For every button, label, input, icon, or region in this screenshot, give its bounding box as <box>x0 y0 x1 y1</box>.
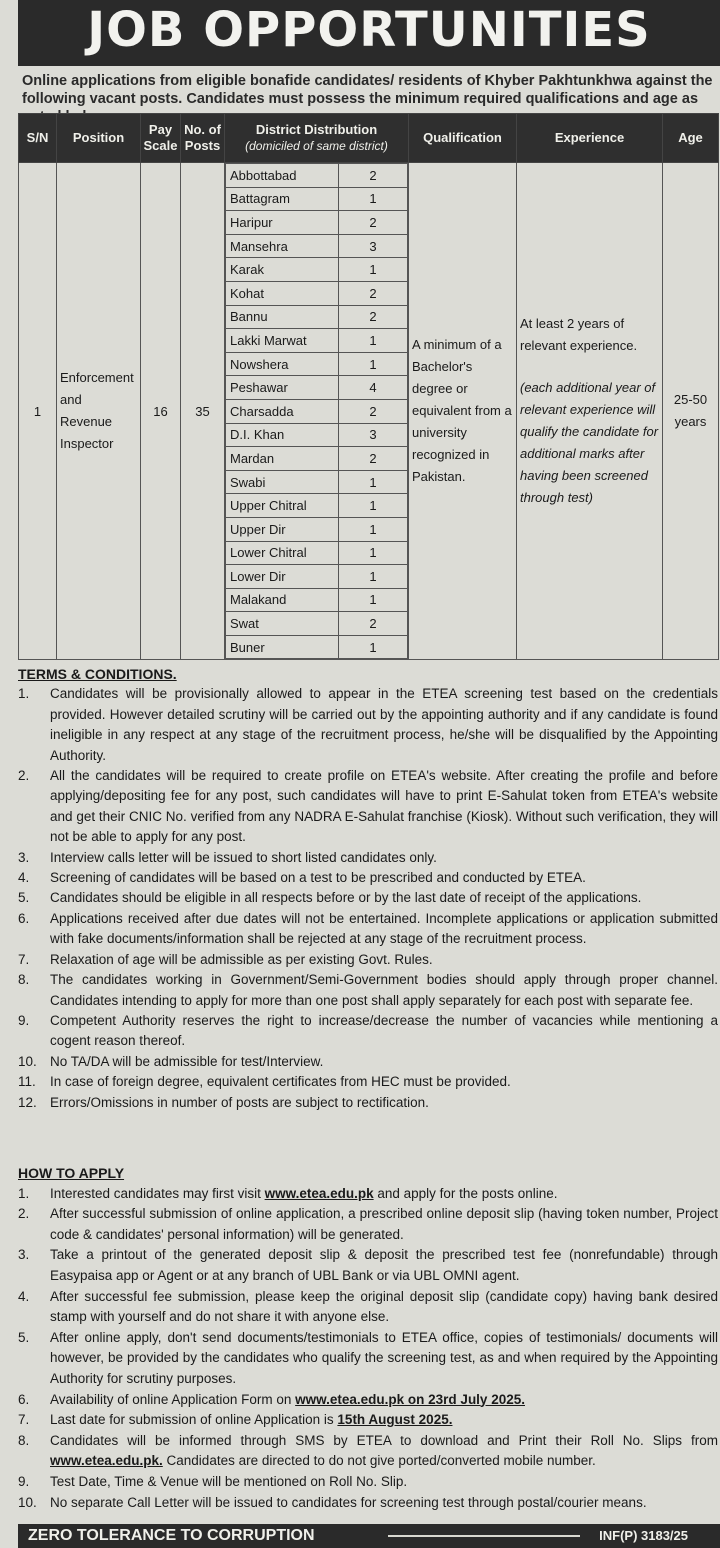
district-count: 2 <box>339 305 408 329</box>
experience-note: (each additional year of relevant experience will qualify the candidate for additional marks after having been screened through test) <box>520 380 659 506</box>
item-number: 11. <box>18 1074 36 1090</box>
district-row <box>226 305 408 329</box>
item-number: 6. <box>18 910 30 926</box>
header-posts: No. of Posts <box>181 114 225 163</box>
district-table <box>225 163 408 659</box>
item-number: 6. <box>18 1391 30 1407</box>
list-item <box>18 1431 718 1472</box>
district-count: 2 <box>339 612 408 636</box>
item-number: 5. <box>18 890 30 906</box>
district-count: 3 <box>339 234 408 258</box>
district-name: Mardan <box>226 447 339 471</box>
item-number: 9. <box>18 1473 30 1489</box>
item-number: 10. <box>18 1494 37 1510</box>
list-item <box>18 970 718 1011</box>
district-count: 1 <box>339 329 408 353</box>
item-text-bold: 15th August 2025. <box>337 1412 453 1428</box>
item-number: 5. <box>18 1329 30 1345</box>
cell-age: 25-50 years <box>663 163 719 660</box>
item-text: In case of foreign degree, equivalent certificates from HEC must be provided. <box>50 1074 511 1090</box>
item-text <box>50 1204 718 1245</box>
item-text-pre: Last date for submission of online Application is <box>50 1412 338 1428</box>
district-count: 2 <box>339 447 408 471</box>
item-text: All the candidates will be required to create profile on ETEA's website. After creating the profile and before applying/depositing fee for any post, such candidates will have to print E-Sahulat token from ETEA's website and get their CNIC No. verified from any NADRA E-Sahulat franchise (Kiosk). Without such verification, they will not be able to apply for any post. <box>50 768 718 845</box>
header-pay-scale: Pay Scale <box>141 114 181 163</box>
list-item <box>18 950 718 970</box>
page-title: JOB OPPORTUNITIES <box>87 2 651 58</box>
item-text-pre: No separate Call Letter will be issued to candidates for screening test through postal/courier means. <box>50 1494 647 1510</box>
item-text-pre: Interested candidates may first visit <box>50 1185 265 1201</box>
district-row <box>226 187 408 211</box>
header-district-label: District Distribution <box>255 122 378 137</box>
item-text-bold: www.etea.edu.pk <box>264 1185 374 1201</box>
district-row <box>226 211 408 235</box>
item-text: Candidates should be eligible in all respects before or by the last date of receipt of the applications. <box>50 890 642 906</box>
item-text <box>50 1472 718 1493</box>
item-number: 3. <box>18 849 30 865</box>
district-row <box>226 376 408 400</box>
item-number: 7. <box>18 1412 30 1428</box>
district-name: Upper Chitral <box>226 494 339 518</box>
list-item <box>18 868 718 888</box>
item-text <box>50 1493 718 1514</box>
district-name: D.I. Khan <box>226 423 339 447</box>
header-district <box>225 114 409 163</box>
list-item <box>18 888 718 908</box>
item-text-post: Candidates are directed to do not give ported/converted mobile number. <box>162 1453 596 1469</box>
item-text: The candidates working in Government/Semi-Government bodies should apply through proper channel. Candidates intending to apply for more than one post shall apply separately for each post with separate fee. <box>50 972 718 1008</box>
district-count: 2 <box>339 399 408 423</box>
item-number: 4. <box>18 870 30 886</box>
district-row <box>226 281 408 305</box>
list-item <box>18 1011 718 1052</box>
item-text: Applications received after due dates will not be entertained. Incomplete applications or application submitted with fake documents/information shall be rejected at any stage of the recruitment process. <box>50 910 718 947</box>
item-text: Screening of candidates will be based on a test to be prescribed and conducted by ETEA. <box>50 870 586 886</box>
item-number: 12. <box>18 1094 37 1110</box>
item-text: Competent Authority reserves the right to increase/decrease the number of vacancies while mentioning a cogent reason thereof. <box>50 1012 718 1049</box>
list-item <box>18 1493 718 1514</box>
district-name: Kohat <box>226 281 339 305</box>
district-name: Malakand <box>226 588 339 612</box>
header-experience: Experience <box>517 114 663 163</box>
district-row <box>226 612 408 636</box>
district-row <box>226 588 408 612</box>
cell-sn: 1 <box>19 163 57 660</box>
header-sn: S/N <box>19 114 57 163</box>
item-text <box>50 1245 718 1286</box>
how-to-apply-list <box>18 1184 718 1514</box>
item-text-bold: www.etea.edu.pk on 23rd July 2025. <box>295 1391 525 1407</box>
list-item <box>18 909 718 950</box>
district-name: Mansehra <box>226 234 339 258</box>
district-count: 2 <box>339 164 408 188</box>
district-count: 1 <box>339 258 408 282</box>
district-row <box>226 470 408 494</box>
terms-section <box>18 664 718 1113</box>
district-count: 2 <box>339 281 408 305</box>
list-item <box>18 1184 718 1205</box>
item-number: 7. <box>18 951 30 967</box>
item-text-pre: After online apply, don't send documents/testimonials to ETEA office, copies of testimonials/ documents will however, be provided by the candidates who qualify the screening test, as and when required by the Appointing Authority for scrutiny purposes. <box>50 1329 718 1386</box>
header-position: Position <box>57 114 141 163</box>
item-number: 3. <box>18 1247 30 1263</box>
item-number: 9. <box>18 1012 30 1028</box>
list-item <box>18 1052 718 1072</box>
district-count: 4 <box>339 376 408 400</box>
list-item <box>18 1390 718 1411</box>
list-item <box>18 1410 718 1431</box>
intro-text: Online applications from eligible bonafide candidates/ residents of Khyber Pakhtunkhwa against the following vacant posts. Candidates must possess the minimum required qualifications and age as <box>22 73 713 107</box>
district-row <box>226 494 408 518</box>
district-row <box>226 329 408 353</box>
district-row <box>226 352 408 376</box>
list-item <box>18 766 718 848</box>
list-item <box>18 1245 718 1286</box>
district-row <box>226 423 408 447</box>
district-row <box>226 635 408 659</box>
cell-posts: 35 <box>181 163 225 660</box>
district-row <box>226 234 408 258</box>
item-text: No TA/DA will be admissible for test/Interview. <box>50 1053 324 1069</box>
item-number: 1. <box>18 686 30 702</box>
district-name: Nowshera <box>226 352 339 376</box>
district-name: Charsadda <box>226 399 339 423</box>
item-number: 2. <box>18 768 30 784</box>
header-qualification: Qualification <box>409 114 517 163</box>
header-district-sub: (domiciled of same district) <box>245 139 388 153</box>
district-row <box>226 399 408 423</box>
item-number: 2. <box>18 1206 30 1222</box>
district-name: Battagram <box>226 187 339 211</box>
district-count: 1 <box>339 565 408 589</box>
district-count: 3 <box>339 423 408 447</box>
district-name: Lower Dir <box>226 565 339 589</box>
terms-list <box>18 684 718 1113</box>
district-name: Lakki Marwat <box>226 329 339 353</box>
district-count: 1 <box>339 517 408 541</box>
item-text <box>50 1390 718 1411</box>
footer-bar <box>18 1524 720 1548</box>
item-text: Errors/Omissions in number of posts are subject to rectification. <box>50 1094 429 1110</box>
district-count: 1 <box>339 470 408 494</box>
header-age: Age <box>663 114 719 163</box>
district-row <box>226 447 408 471</box>
footer-divider <box>388 1535 580 1537</box>
terms-title: TERMS & CONDITIONS. <box>18 666 177 682</box>
district-count: 1 <box>339 494 408 518</box>
item-text-pre: Take a printout of the generated deposit slip & deposit the prescribed test fee (nonrefundable) through Easypaisa app or Agent or at any branch of UBL Bank or via UBL OMNI agent. <box>50 1247 718 1283</box>
district-name: Karak <box>226 258 339 282</box>
district-count: 1 <box>339 541 408 565</box>
district-name: Haripur <box>226 211 339 235</box>
item-text <box>50 1184 718 1205</box>
item-text-pre: After successful fee submission, please keep the original deposit slip (candidate copy) having bank desired stamp with yourself and do not share it with anyone else. <box>50 1288 718 1325</box>
item-text-pre: Candidates will be informed through SMS by ETEA to download and Print their Roll No. Slips from <box>50 1432 718 1448</box>
item-number: 4. <box>18 1288 30 1304</box>
list-item <box>18 1093 718 1113</box>
item-number: 1. <box>18 1185 30 1201</box>
item-text <box>50 1410 718 1431</box>
district-name: Peshawar <box>226 376 339 400</box>
item-text <box>50 1287 718 1328</box>
list-item <box>18 1204 718 1245</box>
list-item <box>18 684 718 766</box>
item-text-pre: Test Date, Time & Venue will be mentioned on Roll No. Slip. <box>50 1473 408 1489</box>
item-text-pre: Availability of online Application Form on <box>50 1391 296 1407</box>
cell-district-distribution <box>225 163 409 660</box>
list-item <box>18 1472 718 1493</box>
district-count: 2 <box>339 211 408 235</box>
district-row <box>226 565 408 589</box>
cell-pay-scale: 16 <box>141 163 181 660</box>
experience-main: At least 2 years of relevant experience. <box>520 316 638 354</box>
table-row <box>19 163 719 660</box>
district-name: Lower Chitral <box>226 541 339 565</box>
district-name: Swat <box>226 612 339 636</box>
list-item <box>18 848 718 868</box>
district-count: 1 <box>339 588 408 612</box>
district-count: 1 <box>339 352 408 376</box>
item-text-post: and apply for the posts online. <box>373 1185 558 1201</box>
header-banner <box>18 0 720 66</box>
district-row <box>226 164 408 188</box>
footer-slogan: ZERO TOLERANCE TO CORRUPTION <box>28 1527 315 1544</box>
district-count: 1 <box>339 187 408 211</box>
item-number: 8. <box>18 972 30 988</box>
item-text-pre: After successful submission of online application, a prescribed online deposit slip (having token number, Project code & candidates' personal information) will be generated. <box>50 1206 718 1242</box>
list-item <box>18 1328 718 1390</box>
item-text: Relaxation of age will be admissible as per existing Govt. Rules. <box>50 951 433 967</box>
item-number: 8. <box>18 1432 30 1448</box>
how-to-apply-title: HOW TO APPLY <box>18 1165 125 1181</box>
district-name: Upper Dir <box>226 517 339 541</box>
footer-reference: INF(P) 3183/25 <box>599 1528 688 1543</box>
list-item <box>18 1072 718 1092</box>
item-text <box>50 1328 718 1390</box>
how-to-apply-section <box>18 1163 718 1513</box>
district-row <box>226 258 408 282</box>
district-name: Bannu <box>226 305 339 329</box>
cell-position: Enforcement and Revenue Inspector <box>57 163 141 660</box>
item-text <box>50 1431 718 1472</box>
district-row <box>226 517 408 541</box>
list-item <box>18 1287 718 1328</box>
district-row <box>226 541 408 565</box>
district-name: Swabi <box>226 470 339 494</box>
district-name: Buner <box>226 635 339 659</box>
table-header-row <box>19 114 719 163</box>
item-text: Candidates will be provisionally allowed to appear in the ETEA screening test based on the credentials provided. However detailed scrutiny will be carried out by the appointing authority and if any candidate is found ineligible in any respect at any stage of the recruitment process, he/she will be disqualified by the Appointing Authority. <box>50 686 718 763</box>
cell-experience <box>517 163 663 660</box>
district-name: Abbottabad <box>226 164 339 188</box>
item-text-bold: www.etea.edu.pk. <box>50 1453 163 1469</box>
jobs-table <box>18 113 719 660</box>
item-text: Interview calls letter will be issued to short listed candidates only. <box>50 849 437 865</box>
district-count: 1 <box>339 635 408 659</box>
cell-qualification: A minimum of a Bachelor's degree or equivalent from a university recognized in Pakistan. <box>409 163 517 660</box>
item-number: 10. <box>18 1053 37 1069</box>
